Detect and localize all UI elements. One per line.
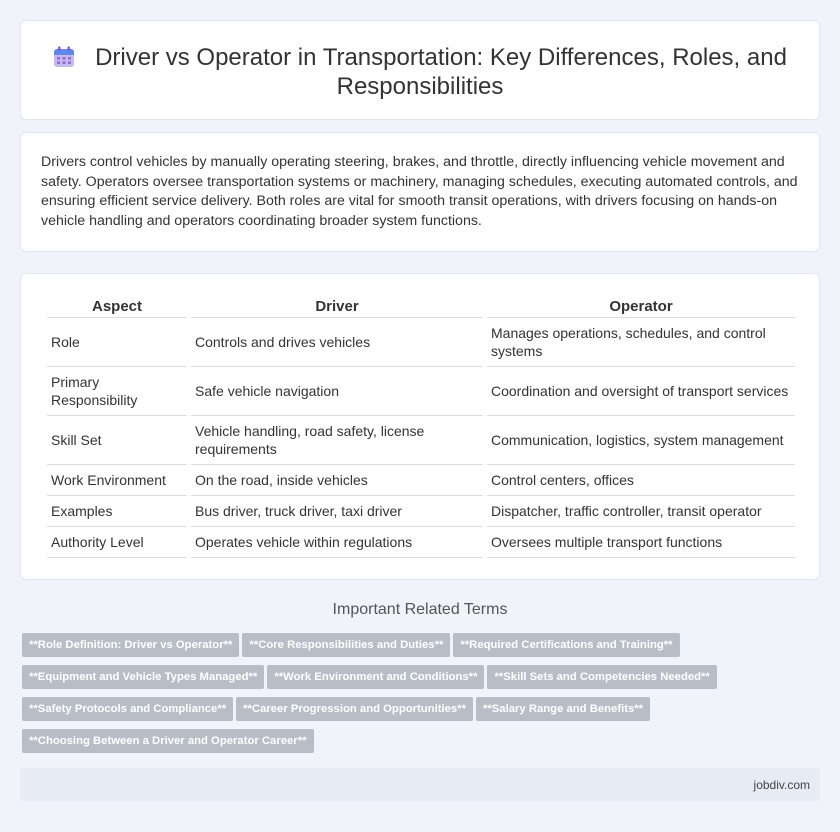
- footer-site-link[interactable]: jobdiv.com: [753, 778, 810, 792]
- cell-operator: Control centers, offices: [487, 465, 795, 496]
- related-tag[interactable]: **Required Certifications and Training**: [453, 633, 679, 657]
- cell-aspect: Examples: [47, 496, 187, 527]
- cell-aspect: Role: [47, 318, 187, 367]
- cell-operator: Communication, logistics, system management: [487, 416, 795, 465]
- cell-driver: Operates vehicle within regulations: [191, 527, 483, 558]
- title-wrap: [51, 43, 789, 101]
- related-tag[interactable]: **Equipment and Vehicle Types Managed**: [22, 665, 264, 689]
- intro-paragraph: Drivers control vehicles by manually operating steering, brakes, and throttle, directly influencing vehicle movement and safety. Operators oversee transportation systems or machinery, managing schedules, executing automated controls, and ensuring efficient service delivery. Both roles are vital for smooth transit operations, with drivers focusing on hands-on vehicle handling and operators coordinating broader system functions.: [41, 154, 798, 229]
- table-row: [47, 416, 795, 465]
- comparison-table-card: [20, 273, 820, 580]
- related-tag[interactable]: **Career Progression and Opportunities**: [236, 697, 473, 721]
- table-row: [47, 527, 795, 558]
- cell-operator: Coordination and oversight of transport services: [487, 367, 795, 416]
- cell-driver: Bus driver, truck driver, taxi driver: [191, 496, 483, 527]
- cell-aspect: Work Environment: [47, 465, 187, 496]
- cell-operator: Dispatcher, traffic controller, transit operator: [487, 496, 795, 527]
- cell-operator: Manages operations, schedules, and control systems: [487, 318, 795, 367]
- header-driver: Driver: [191, 294, 483, 318]
- table-row: [47, 367, 795, 416]
- page-title: [51, 43, 789, 101]
- related-tag[interactable]: **Choosing Between a Driver and Operator Career**: [22, 729, 314, 753]
- table-row: [47, 496, 795, 527]
- header-aspect: Aspect: [47, 294, 187, 318]
- header-operator: Operator: [487, 294, 795, 318]
- cell-aspect: Authority Level: [47, 527, 187, 558]
- footer: [20, 768, 820, 801]
- related-tag[interactable]: **Skill Sets and Competencies Needed**: [487, 665, 716, 689]
- cell-driver: On the road, inside vehicles: [191, 465, 483, 496]
- cell-driver: Safe vehicle navigation: [191, 367, 483, 416]
- related-tag[interactable]: **Work Environment and Conditions**: [267, 665, 484, 689]
- cell-operator: Oversees multiple transport functions: [487, 527, 795, 558]
- related-tag[interactable]: **Core Responsibilities and Duties**: [242, 633, 450, 657]
- cell-aspect: Primary Responsibility: [47, 367, 187, 416]
- header-card: [20, 20, 820, 120]
- related-tag[interactable]: **Salary Range and Benefits**: [476, 697, 650, 721]
- calendar-icon: [53, 46, 75, 68]
- cell-driver: Vehicle handling, road safety, license requirements: [191, 416, 483, 465]
- related-terms-tags: [22, 633, 818, 761]
- table-row: [47, 318, 795, 367]
- related-terms-title: Important Related Terms: [332, 601, 508, 618]
- intro-card: [20, 132, 820, 252]
- cell-aspect: Skill Set: [47, 416, 187, 465]
- related-tag[interactable]: **Safety Protocols and Compliance**: [22, 697, 233, 721]
- page-title-text: Driver vs Operator in Transportation: Key Differences, Roles, and Responsibilities: [95, 44, 787, 100]
- table-row: [47, 465, 795, 496]
- comparison-table: [43, 294, 799, 558]
- related-tag[interactable]: **Role Definition: Driver vs Operator**: [22, 633, 239, 657]
- cell-driver: Controls and drives vehicles: [191, 318, 483, 367]
